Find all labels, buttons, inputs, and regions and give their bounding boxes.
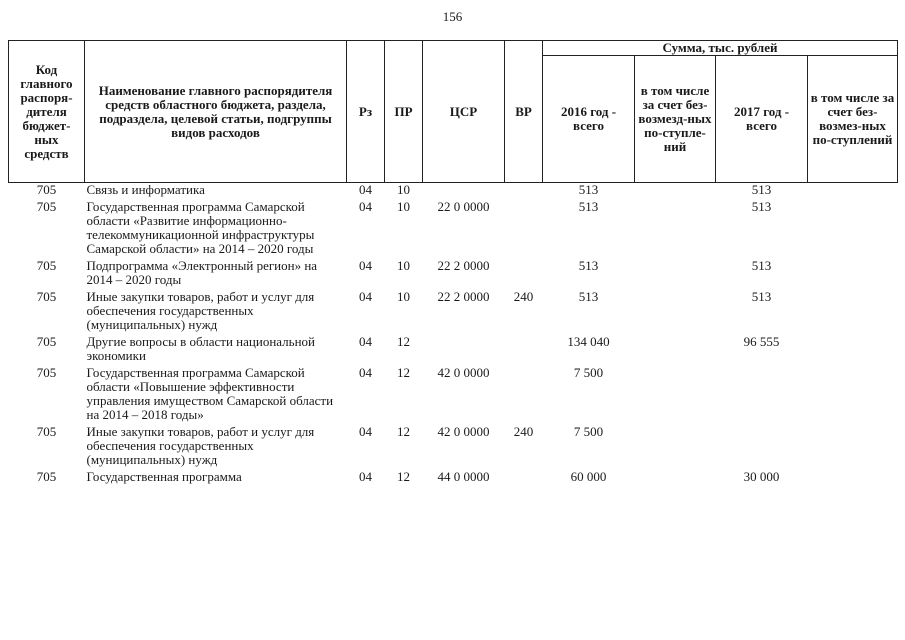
cell-2017-gratuitous — [808, 200, 898, 259]
cell-2017-total: 513 — [751, 199, 772, 214]
cell-rz: 04 — [359, 424, 372, 439]
cell-name: Государственная программа — [86, 469, 242, 484]
cell-pr: 12 — [397, 469, 410, 484]
cell-2017-gratuitous — [808, 259, 898, 290]
cell-vr — [505, 183, 543, 201]
cell-2016-total: 7 500 — [573, 424, 604, 439]
cell-2017-gratuitous — [808, 425, 898, 470]
cell-vr: 240 — [513, 424, 534, 439]
table-row — [9, 200, 898, 259]
cell-2016-gratuitous — [635, 259, 716, 290]
header-code: Код главного распоря-дителя бюджет-ных средств — [9, 41, 85, 183]
cell-rz: 04 — [359, 469, 372, 484]
header-name: Наименование главного распорядителя средств областного бюджета, раздела, подраздела, целевой статьи, подгруппы видов расходов — [85, 41, 347, 183]
cell-2017-gratuitous — [808, 183, 898, 201]
cell-name: Связь и информатика — [86, 182, 205, 197]
cell-2016-gratuitous — [635, 470, 716, 487]
cell-2017-gratuitous — [808, 290, 898, 335]
table-row — [9, 470, 898, 487]
cell-2017-total: 513 — [751, 258, 772, 273]
budget-table — [8, 40, 898, 487]
cell-2016-gratuitous — [635, 335, 716, 366]
cell-2017-total — [716, 425, 808, 470]
cell-2016-gratuitous — [635, 366, 716, 425]
header-vr: ВР — [505, 41, 543, 183]
header-2016-gratuitous: в том числе за счет без-возмезд-ных по-ступле-ний — [635, 56, 716, 183]
cell-code: 705 — [36, 424, 57, 439]
cell-2017-gratuitous — [808, 366, 898, 425]
cell-csr: 22 0 0000 — [437, 199, 490, 214]
cell-2016-gratuitous — [635, 200, 716, 259]
table-body — [9, 183, 898, 488]
table-row — [9, 425, 898, 470]
cell-vr — [505, 259, 543, 290]
cell-rz: 04 — [359, 289, 372, 304]
cell-code: 705 — [36, 365, 57, 380]
header-rz: Рз — [347, 41, 385, 183]
cell-name: Государственная программа Самарской области «Повышение эффективности управления имуществом Самарской области на 2014 – 2018 годы» — [86, 365, 334, 422]
table-row — [9, 335, 898, 366]
cell-code: 705 — [36, 334, 57, 349]
cell-2016-total: 513 — [578, 258, 599, 273]
cell-2016-gratuitous — [635, 425, 716, 470]
cell-csr — [423, 183, 505, 201]
table-row — [9, 366, 898, 425]
header-pr: ПР — [385, 41, 423, 183]
cell-rz: 04 — [359, 258, 372, 273]
cell-code: 705 — [36, 469, 57, 484]
page-number: 156 — [442, 9, 463, 24]
cell-2016-total: 513 — [578, 199, 599, 214]
cell-name: Государственная программа Самарской области «Развитие информационно-телекоммуникационной инфраструктуры Самарской области» на 2014 – 2020 годы — [86, 199, 315, 256]
cell-2017-total: 96 555 — [743, 334, 780, 349]
cell-csr: 44 0 0000 — [437, 469, 490, 484]
table-row — [9, 290, 898, 335]
cell-csr — [423, 335, 505, 366]
table-row — [9, 183, 898, 201]
cell-csr: 42 0 0000 — [437, 424, 490, 439]
cell-pr: 10 — [397, 258, 410, 273]
cell-2016-gratuitous — [635, 290, 716, 335]
cell-name: Другие вопросы в области национальной экономики — [86, 334, 315, 363]
cell-2017-total: 513 — [751, 289, 772, 304]
cell-2017-total — [716, 366, 808, 425]
cell-code: 705 — [36, 289, 57, 304]
cell-csr: 22 2 0000 — [437, 258, 490, 273]
cell-csr: 22 2 0000 — [437, 289, 490, 304]
cell-rz: 04 — [359, 182, 372, 197]
cell-2016-gratuitous — [635, 183, 716, 201]
header-sum-group: Сумма, тыс. рублей — [543, 41, 898, 56]
cell-name: Иные закупки товаров, работ и услуг для обеспечения государственных (муниципальных) нужд — [86, 424, 315, 467]
cell-2016-total: 513 — [578, 182, 599, 197]
cell-2017-gratuitous — [808, 470, 898, 487]
cell-2016-total: 513 — [578, 289, 599, 304]
cell-2017-gratuitous — [808, 335, 898, 366]
cell-rz: 04 — [359, 199, 372, 214]
header-2017-total: 2017 год - всего — [716, 56, 808, 183]
cell-vr — [505, 366, 543, 425]
table-header — [9, 41, 898, 183]
cell-pr: 10 — [397, 289, 410, 304]
cell-2016-total: 134 040 — [567, 334, 610, 349]
cell-vr: 240 — [513, 289, 534, 304]
header-csr: ЦСР — [423, 41, 505, 183]
cell-2017-total: 513 — [751, 182, 772, 197]
cell-code: 705 — [36, 199, 57, 214]
cell-name: Подпрограмма «Электронный регион» на 2014 – 2020 годы — [86, 258, 318, 287]
cell-csr: 42 0 0000 — [437, 365, 490, 380]
cell-pr: 10 — [397, 182, 410, 197]
cell-rz: 04 — [359, 365, 372, 380]
cell-name: Иные закупки товаров, работ и услуг для обеспечения государственных (муниципальных) нужд — [86, 289, 315, 332]
cell-2017-total: 30 000 — [743, 469, 780, 484]
cell-code: 705 — [36, 258, 57, 273]
header-2016-total: 2016 год - всего — [543, 56, 635, 183]
table-row — [9, 259, 898, 290]
cell-vr — [505, 200, 543, 259]
cell-rz: 04 — [359, 334, 372, 349]
cell-vr — [505, 470, 543, 487]
cell-2016-total: 60 000 — [570, 469, 607, 484]
cell-pr: 12 — [397, 424, 410, 439]
cell-pr: 12 — [397, 334, 410, 349]
cell-pr: 12 — [397, 365, 410, 380]
cell-vr — [505, 335, 543, 366]
cell-code: 705 — [36, 182, 57, 197]
header-2017-gratuitous: в том числе за счет без-возмез-ных по-ступлений — [808, 56, 898, 183]
cell-pr: 10 — [397, 199, 410, 214]
cell-2016-total: 7 500 — [573, 365, 604, 380]
